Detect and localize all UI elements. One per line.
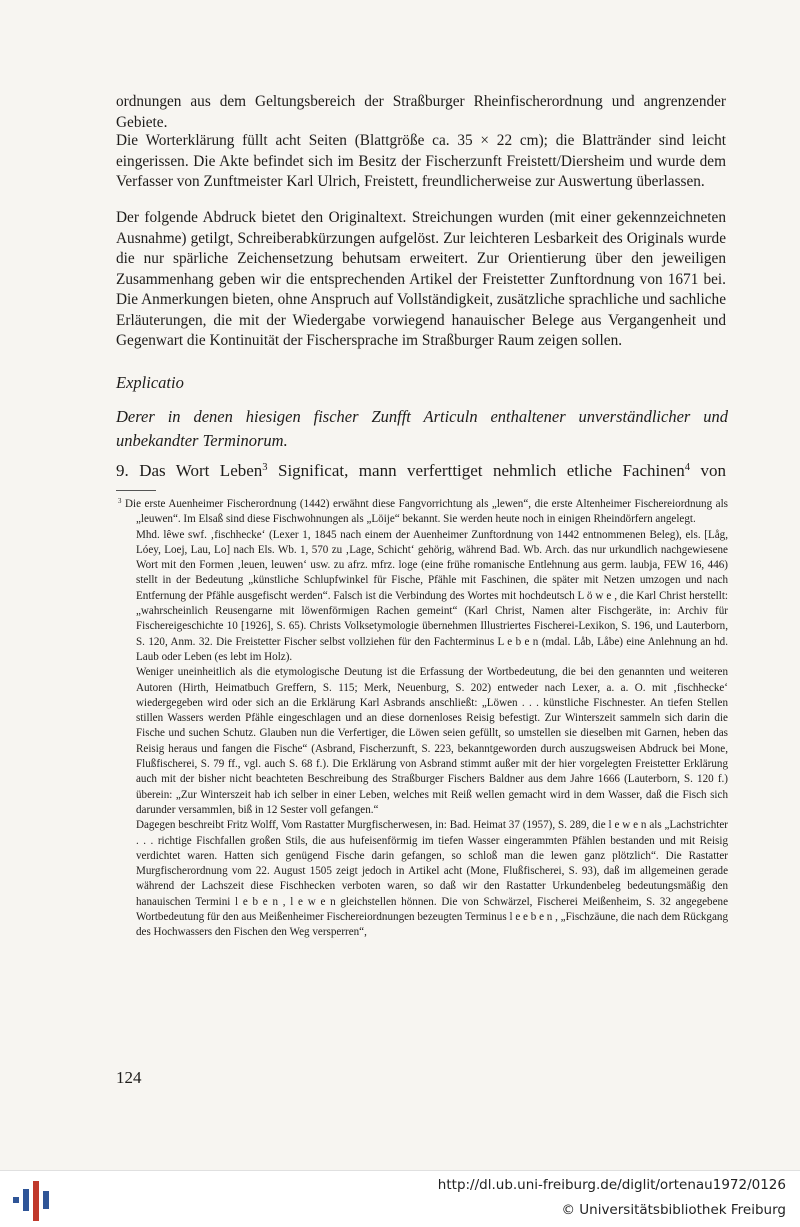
copyright-text: © Universitätsbibliothek Freiburg: [561, 1202, 786, 1218]
body-paragraph: Die Worterklärung füllt acht Seiten (Blattgröße ca. 35 × 22 cm); die Blattränder sind leicht eingerissen. Die Akte befindet sich im Besitz der Fischerzunft Freistett/Diersheim und wurde dem Verfasser von Zunftmeister Karl Ulrich, Freistett, freundlicherweise zur Auswertung überlassen.: [116, 132, 726, 190]
item-paragraph: [116, 460, 726, 482]
section-subtitle: Derer in denen hiesigen fischer Zunfft Articuln enthaltener unverständlicher und unbekandter Terminorum.: [116, 407, 728, 450]
body-paragraph: ordnungen aus dem Geltungsbereich der Straßburger Rheinfischerordnung und angrenzender Gebiete.: [116, 93, 726, 131]
footnote-text: Die erste Auenheimer Fischerordnung (1442) erwähnt diese Fangvorrichtung als „lewen“, die erste Altenheimer Fischereiordnung als „leuwen“. Im Elsaß sind diese Fischwohnungen als „Löije“ bekannt. Sie werden heute noch in einigen Rheindörfern angelegt.: [124, 498, 728, 526]
footnote-paragraph: Dagegen beschreibt Fritz Wolff, Vom Rastatter Murgfischerwesen, in: Bad. Heimat 37 (1957), S. 289, die l e w e n als „Lachstrichter . . . richtige Fischfallen großen Stils, die aus hufeisenförmig im tiefen Wasser eingerammten Pfählen bestanden und mit Reisig verdichtet waren. Hatten sich genügend Fische darin gefangen, so schloß man die lewen ganz plötzlich“. Die Rastatter Murgfischerordnung vom 22. August 1505 zeigt jedoch in Artikel acht (Mone, Flußfischerei, S. 93), daß im allgemeinen gerade während der Lachszeit diese Fischhecken verboten waren, so daß wir den Rastatter Urkundenbeleg bedeutungsmäßig den hanauischen Termini l e b e n , l e w e n gleichstellen hönnen. Die von Schwärzel, Fischerei Meißenheim, S. 32 angegebene Wortbedeutung für den aus Meißenheimer Fischereiordnungen bezeugten Terminus l e e b e n , „Fischzäune, die nach dem Rückgang des Hochwassers den Fischen den Weg versperren“,: [136, 819, 728, 939]
footnote-marker: 3: [118, 498, 122, 506]
item-number: 9.: [116, 461, 129, 480]
library-logo-icon: [10, 1177, 54, 1223]
footnote-block: [118, 497, 728, 941]
item-text: Das Wort Leben: [139, 461, 263, 480]
page-url-link[interactable]: http://dl.ub.uni-freiburg.de/diglit/ortenau1972/0126: [437, 1177, 786, 1193]
section-heading: Explicatio: [116, 373, 184, 392]
footnote-paragraph: [118, 497, 728, 528]
footnote-ref[interactable]: 4: [684, 462, 691, 474]
body-paragraph: Der folgende Abdruck bietet den Originaltext. Streichungen wurden (mit einer gekennzeichneten Ausnahme) getilgt, Schreiberabkürzungen aufgelöst. Zur leichteren Lesbarkeit des Originals wurde die nur spärliche Zeichensetzung behutsam erweitert. Zur Orientierung über den jeweiligen Zusammenhang geben wir die entsprechenden Artikel der Freistetter Zunftordnung von 1671 bei. Die Anmerkungen bieten, ohne Anspruch auf Vollständigkeit, zusätzliche sprachliche und sachliche Erläuterungen, die mit der Wiedergabe vorwiegend hanauischer Belege aus Vergangenheit und Gegenwart die Kontinuität der Fischersprache im Straßburger Raum zeigen sollen.: [116, 209, 726, 349]
footnote-paragraph: Mhd. lêwe swf. ‚fischhecke‘ (Lexer 1, 1845 nach einem der Auenheimer Zunftordnung von 1442 entnommenen Beleg), els. [Låg, Lóey, Loej, Lau, Lo] nach Els. Wb. 1, 570 zu ‚Lage, Schicht‘ gehörig, während Bad. Wb. Arch. das nur urkundlich nachgewiesene Wort mit den Formen ‚leuen, leuwen‘ usw. zu afrz. mfrz. loge (eine frühe romanische Entlehnung aus germ. laubja, FEW 16, 446) stellt in der Bedeutung „künstliche Schlupfwinkel für Fische, Pfähle mit Faschinen, die später mit Netzen umzogen und nach Entfernung der Pfähle ausgefischt werden“. Falsch ist die Verbindung des Wortes mit hochdeutsch L ö w e , die Karl Christ herstellt: „wahrscheinlich Reusengarne mit löwenförmigen Rachen gemeint“ (Karl Christ, Namen alter Fischgeräte, in: Archiv für Fischereigeschichte 10 [1926], S. 65). Christs Volksetymologie übernehmen Illustriertes Fischerei-Lexikon, S. 196, und Lauterborn, S. 120, Anm. 32. Die Freistetter Fischer selbst vollziehen für den Fachterminus L e b e n (mdal. Låb, Låbe) eine Anlehnung an hd. Laub oder Leben (es lebt im Holz).: [136, 528, 728, 663]
footnote-ref[interactable]: 3: [262, 462, 268, 474]
page-number: 124: [116, 1068, 142, 1087]
item-text: Significat, mann verferttiget nehmlich etliche Fachinen: [278, 461, 685, 480]
footnote-paragraph: Weniger uneinheitlich als die etymologische Deutung ist die Erfassung der Wortbedeutung, die bei den genannten und weiteren Autoren (Hirth, Heimatbuch Greffern, S. 115; Merk, Neuenburg, S. 202) entweder nach Lexer, a. a. O. mit ‚fischhecke‘ wiedergegeben wird oder sich an die Erklärung Karl Asbrands anschließt: „Löwen . . . künstliche Fischnester. An tiefen Stellen stillen Wassers werden Pfähle eingeschlagen und an diese dornenloses Reisig befestigt. Zur Winterszeit sammeln sich darin die Fische und suchen Schutz. Glauben nun die Verfertiger, die Löwen seien gefüllt, so umstellen sie dieselben mit Garnen, heben das Reisig heraus und fangen die Fische“ (Asbrand, Fischerzunft, S. 223, bekanntgeworden durch auszugsweisen Abdruck bei Mone, Flußfischerei, S. 79 ff., vgl. auch S. 68 f.). Die Erklärung von Asbrand stimmt außer mit der hier vorgelegten Freistetter Erklärung auch mit der bisher nicht beachteten Beschreibung des Straßburger Fischers Baldner aus dem Jahre 1666 (Lauterborn, S. 120 f.) überein: „Zur Winterszeit hab ich selber in einer Leben, welches mit Reiß wellen gemacht wird in dem Wasser, daß die Fisch sich darunder versammlen, biß in 12 Sester voll gefangen.“: [136, 666, 728, 816]
viewer-footer: [0, 1170, 800, 1227]
footnote-divider: [116, 490, 156, 491]
item-text: von: [700, 461, 726, 480]
